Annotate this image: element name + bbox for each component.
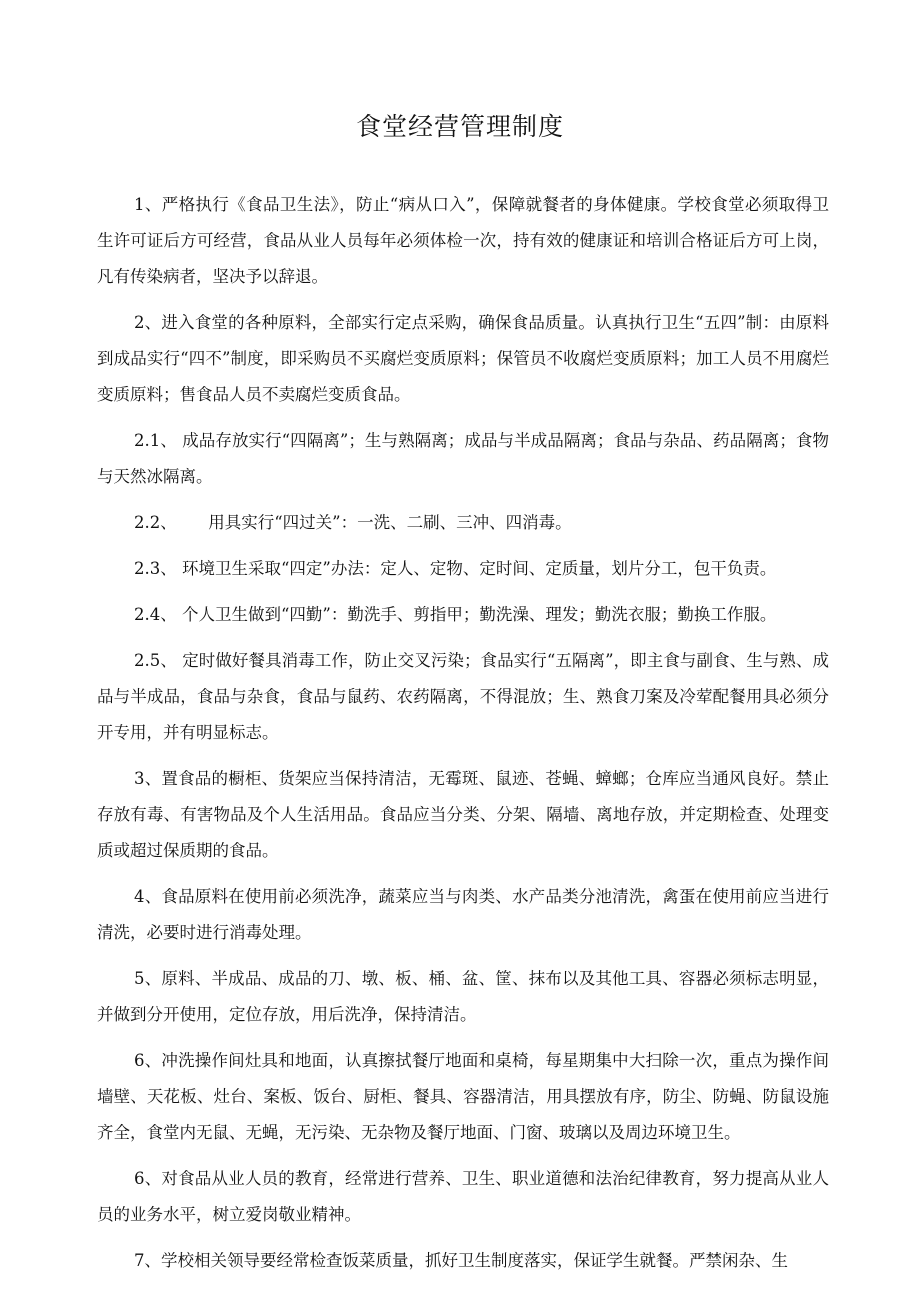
paragraph-2-1: 2.1、 成品存放实行“四隔离”；生与熟隔离；成品与半成品隔离；食品与杂品、药品隔离；食物与天然冰隔离。 — [97, 431, 829, 486]
document-body — [97, 187, 829, 1289]
paragraph-2-2: 2.2、 用具实行“四过关”：一洗、二刷、三冲、四消毒。 — [134, 513, 572, 532]
paragraph-2: 2、进入食堂的各种原料，全部实行定点采购，确保食品质量。认真执行卫生“五四”制：由原料到成品实行“四不”制度，即采购员不买腐烂变质原料；保管员不收腐烂变质原料；加工人员不用腐烂变质原料；售食品人员不卖腐烂变质食品。 — [97, 313, 829, 404]
paragraph-6a: 6、冲洗操作间灶具和地面，认真擦拭餐厅地面和桌椅，每星期集中大扫除一次，重点为操作间墙壁、天花板、灶台、案板、饭台、厨柜、餐具、容器清洁，用具摆放有序，防尘、防蝇、防鼠设施齐全，食堂内无鼠、无蝇，无污染、无杂物及餐厅地面、门窗、玻璃以及周边环境卫生。 — [97, 1051, 829, 1142]
paragraph-2-4: 2.4、 个人卫生做到“四勤”：勤洗手、剪指甲；勤洗澡、理发；勤洗衣服；勤换工作服。 — [134, 605, 777, 624]
paragraph-2-5: 2.5、 定时做好餐具消毒工作，防止交叉污染；食品实行“五隔离”，即主食与副食、生与熟、成品与半成品，食品与杂食，食品与鼠药、农药隔离，不得混放；生、熟食刀案及冷荤配餐用具必须分开专用，并有明显标志。 — [97, 651, 829, 742]
paragraph-3: 3、置食品的橱柜、货架应当保持清洁，无霉斑、鼠迹、苍蝇、蟑螂；仓库应当通风良好。禁止存放有毒、有害物品及个人生活用品。食品应当分类、分架、隔墙、离地存放，并定期检查、处理变质或超过保质期的食品。 — [97, 769, 829, 860]
paragraph-4: 4、食品原料在使用前必须洗净，蔬菜应当与肉类、水产品类分池清洗，禽蛋在使用前应当进行清洗，必要时进行消毒处理。 — [97, 887, 829, 942]
page-title: 食堂经营管理制度 — [355, 112, 564, 141]
paragraph-6b: 6、对食品从业人员的教育，经常进行营养、卫生、职业道德和法治纪律教育，努力提高从业人员的业务水平，树立爱岗敬业精神。 — [97, 1169, 829, 1224]
paragraph-7: 7、学校相关领导要经常检查饭菜质量，抓好卫生制度落实，保证学生就餐。严禁闲杂、生 — [134, 1251, 788, 1270]
paragraph-1: 1、严格执行《食品卫生法》，防止“病从口入”，保障就餐者的身体健康。学校食堂必须取得卫生许可证后方可经营，食品从业人员每年必须体检一次，持有效的健康证和培训合格证后方可上岗，凡有传染病者，坚决予以辞退。 — [97, 195, 829, 286]
paragraph-5: 5、原料、半成品、成品的刀、墩、板、桶、盆、筐、抹布以及其他工具、容器必须标志明显，并做到分开使用，定位存放，用后洗净，保持清洁。 — [97, 969, 829, 1024]
paragraph-2-3: 2.3、 环境卫生采取“四定”办法：定人、定物、定时间、定质量，划片分工，包干负责。 — [134, 559, 777, 578]
